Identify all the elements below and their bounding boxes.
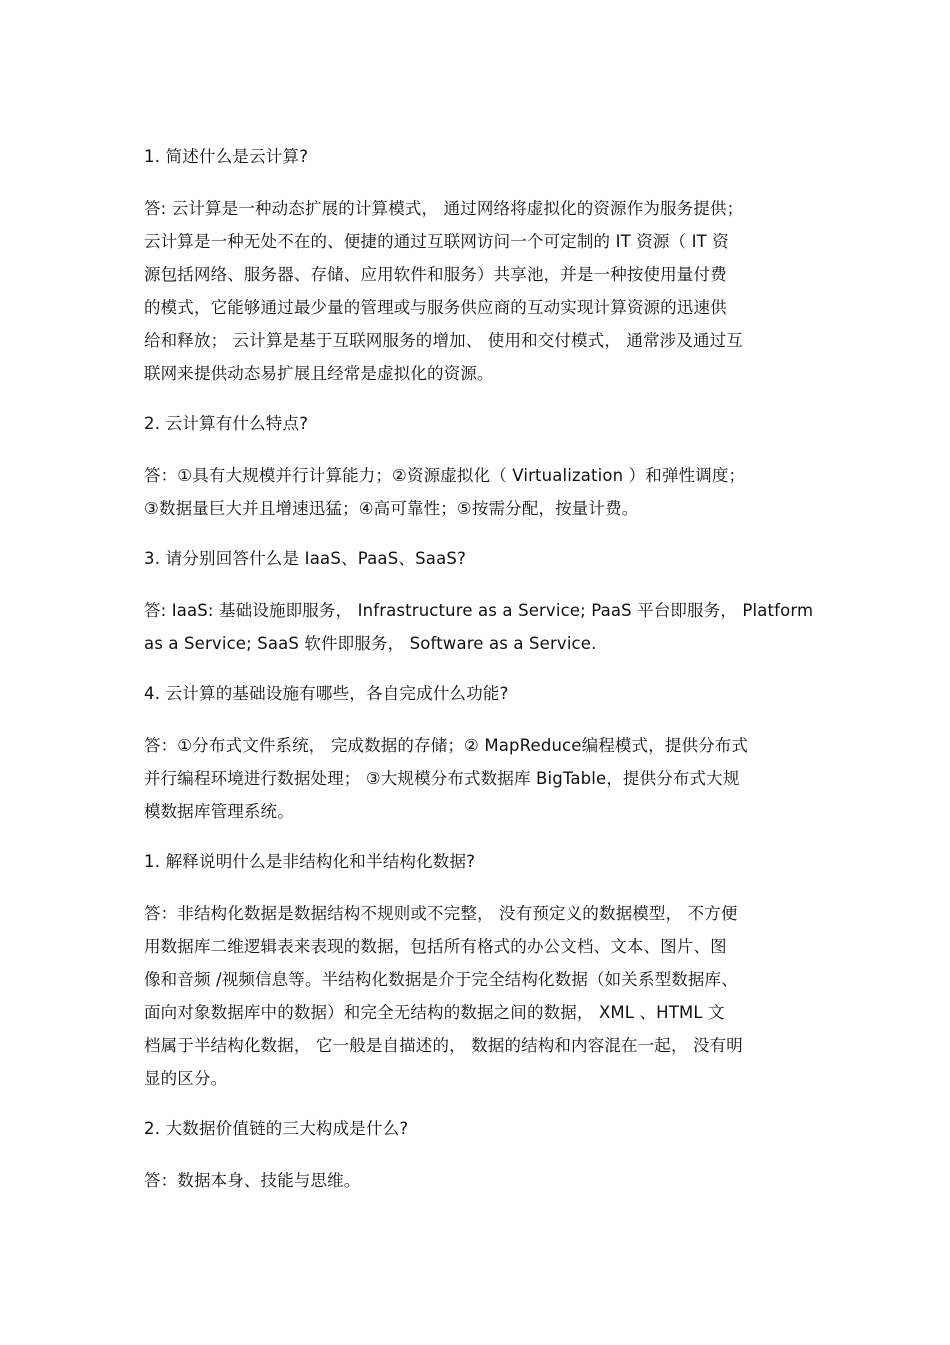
answer-4 bbox=[144, 729, 810, 828]
document-page bbox=[144, 140, 814, 1197]
answer-line: 档属于半结构化数据， 它一般是自描述的， 数据的结构和内容混在一起， 没有明 bbox=[144, 1036, 743, 1055]
answer-line: 显的区分。 bbox=[144, 1069, 228, 1088]
answer-line: 答：非结构化数据是数据结构不规则或不完整， 没有预定义的数据模型， 不方便 bbox=[144, 904, 738, 923]
answer-2 bbox=[144, 459, 810, 525]
qa-block-3 bbox=[144, 542, 814, 677]
qa-block-5 bbox=[144, 845, 810, 1112]
answer-line: 模数据库管理系统。 bbox=[144, 802, 294, 821]
qa-block-2 bbox=[144, 407, 810, 542]
answer-line: as a Service; SaaS 软件即服务， Software as a Service. bbox=[144, 634, 597, 653]
answer-line: 给和释放； 云计算是基于互联网服务的增加、 使用和交付模式， 通常涉及通过互 bbox=[144, 331, 743, 350]
answer-line: 云计算是一种无处不在的、便捷的通过互联网访问一个可定制的 IT 资源（ IT 资 bbox=[144, 232, 729, 251]
answer-line: 源包括网络、服务器、存储、应用软件和服务）共享池，并是一种按使用量付费 bbox=[144, 265, 727, 284]
answer-line: 的模式，它能够通过最少量的管理或与服务供应商的互动实现计算资源的迅速供 bbox=[144, 298, 727, 317]
answer-line: 像和音频 /视频信息等。半结构化数据是介于完全结构化数据（如关系型数据库、 bbox=[144, 970, 738, 989]
answer-line: 面向对象数据库中的数据）和完全无结构的数据之间的数据， XML 、HTML 文 bbox=[144, 1003, 725, 1022]
qa-block-6 bbox=[144, 1112, 810, 1197]
answer-line: 联网来提供动态易扩展且经常是虚拟化的资源。 bbox=[144, 364, 494, 383]
answer-line: 答：①具有大规模并行计算能力；②资源虚拟化（ Virtualization ）和弹性调度； bbox=[144, 466, 746, 485]
question-6: 2. 大数据价值链的三大构成是什么? bbox=[144, 1119, 409, 1138]
question-2: 2. 云计算有什么特点? bbox=[144, 414, 309, 433]
answer-3 bbox=[144, 594, 814, 660]
question-5: 1. 解释说明什么是非结构化和半结构化数据? bbox=[144, 852, 476, 871]
qa-block-4 bbox=[144, 677, 810, 845]
answer-line: 答：数据本身、技能与思维。 bbox=[144, 1171, 361, 1190]
answer-6 bbox=[144, 1164, 810, 1197]
answer-1 bbox=[144, 192, 810, 390]
question-3: 3. 请分别回答什么是 IaaS、PaaS、SaaS? bbox=[144, 549, 467, 568]
answer-line: 答: IaaS: 基础设施即服务， Infrastructure as a Service; PaaS 平台即服务， Platform bbox=[144, 601, 814, 620]
question-1: 1. 简述什么是云计算? bbox=[144, 147, 309, 166]
answer-5 bbox=[144, 897, 810, 1095]
answer-line: 用数据库二维逻辑表来表现的数据，包括所有格式的办公文档、文本、图片、图 bbox=[144, 937, 727, 956]
answer-line: ③数据量巨大并且增速迅猛；④高可靠性；⑤按需分配，按量计费。 bbox=[144, 499, 639, 518]
answer-line: 并行编程环境进行数据处理； ③大规模分布式数据库 BigTable，提供分布式大规 bbox=[144, 769, 740, 788]
question-4: 4. 云计算的基础设施有哪些，各自完成什么功能? bbox=[144, 684, 509, 703]
qa-block-1 bbox=[144, 140, 810, 407]
answer-line: 答：①分布式文件系统， 完成数据的存储；② MapReduce编程模式，提供分布式 bbox=[144, 736, 749, 755]
answer-line: 答: 云计算是一种动态扩展的计算模式， 通过网络将虚拟化的资源作为服务提供； bbox=[144, 199, 744, 218]
